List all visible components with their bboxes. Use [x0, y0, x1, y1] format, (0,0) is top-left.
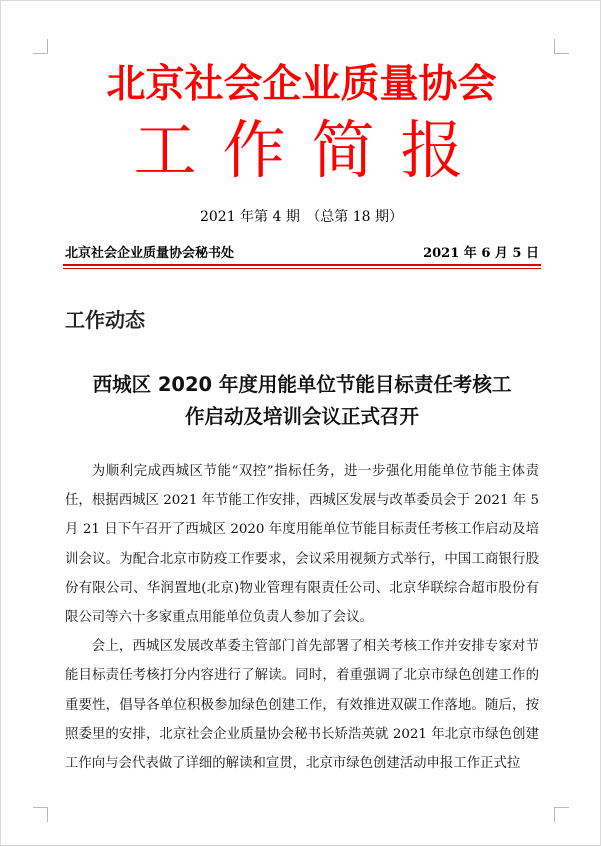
issue-number: [1, 207, 601, 227]
article-paragraph: 会上，西城区发展改革委主管部门首先部署了相关考核工作并安排专家对节能目标责任考核打分内容进行了解读。同时，着重强调了北京市绿色创建工作的重要性，倡导各单位积极参加绿色创建工作，有效推进双碳工作落地。随后，按照委里的安排，北京社会企业质量协会秘书长矫浩英就 2021 年北京市绿色创建工作向与会代表做了详细的解读和宣贯，北京市绿色创建活动申报工作正式拉: [65, 639, 539, 772]
crop-mark-top-left: [33, 39, 48, 54]
header-divider-thick: [63, 264, 541, 266]
crop-mark-bottom-right: [554, 807, 569, 822]
bulletin-title: 工作简报: [133, 114, 490, 187]
issue-year-number: 2021 年第 4 期: [199, 209, 300, 225]
header-divider-thin: [63, 268, 541, 269]
organization-title: 北京社会企业质量协会: [106, 61, 497, 107]
article-title-line-1: 西城区 2020 年度用能单位节能目标责任考核工: [92, 373, 512, 396]
issuer-name: 北京社会企业质量协会秘书处: [65, 246, 235, 261]
issue-total-number: （总第 18 期）: [306, 209, 404, 225]
article-body: [65, 457, 539, 778]
section-heading: 工作动态: [65, 308, 145, 332]
crop-mark-bottom-left: [33, 807, 48, 822]
article-title-line-2: 作启动及培训会议正式召开: [184, 405, 419, 428]
article-title: [65, 369, 539, 433]
article-paragraph: 为顺利完成西城区节能“双控”指标任务，进一步强化用能单位节能主体责任，根据西城区 2021 年节能工作安排，西城区发展与改革委员会于 2021 年 5 月 21 日下午召开了西城区 2020 年度用能单位节能目标责任考核工作启动及培训会议。为配合北京市防疫工作要求，会议采用视频方式举行，中国工商银行股份有限公司、华润置地(北京)物业管理有限责任公司、北京华联综合超市股份有限公司等六十多家重点用能单位负责人参加了会议。: [65, 464, 539, 626]
issuer-row: [65, 242, 539, 260]
crop-mark-top-right: [554, 39, 569, 54]
issue-date: 2021 年 6 月 5 日: [423, 246, 539, 261]
